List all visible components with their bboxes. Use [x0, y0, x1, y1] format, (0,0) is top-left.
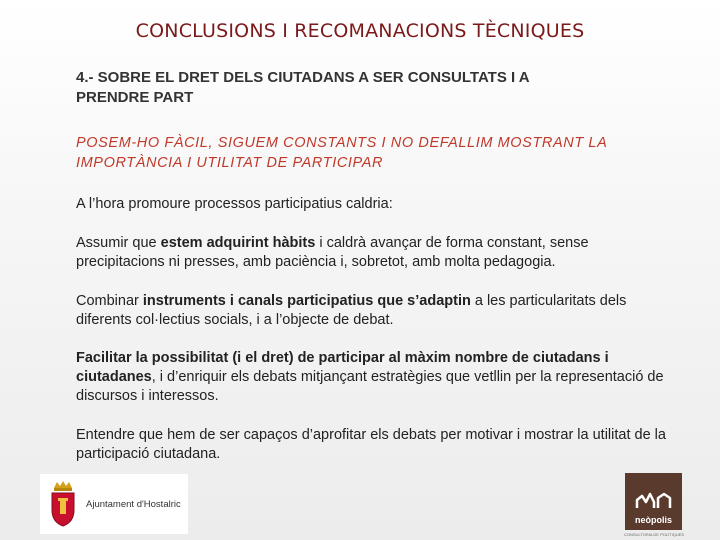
paragraph-instruments-bold: instruments i canals participatius que s’adaptin — [142, 293, 471, 309]
paragraph-facilitate — [76, 349, 676, 406]
motto — [76, 133, 676, 173]
slide-title: CONCLUSIONS I RECOMANACIONS TÈCNIQUES — [135, 20, 585, 42]
motto-line1: POSEM-HO FÀCIL, SIGUEM CONSTANTS I NO DEFALLIM MOSTRANT LA — [76, 135, 608, 151]
paragraph-habits-bold: estem adquirint hàbits — [160, 235, 316, 251]
paragraph-instruments-post: a les particularitats dels diferents col·lectius socials, i a l’objecte de debat. — [76, 293, 627, 328]
paragraph-habits — [76, 234, 676, 272]
paragraph-habits-pre: Assumir que — [76, 235, 161, 251]
municipality-name: Ajuntament d'Hostalric — [86, 498, 181, 510]
neopolis-logo — [625, 473, 682, 530]
city-skyline-icon — [634, 490, 674, 512]
motto-line2: IMPORTÀNCIA I UTILITAT DE PARTICIPAR — [76, 155, 384, 171]
brand-name: neòpolis — [634, 515, 672, 525]
section-heading-line2: PRENDRE PART — [76, 89, 194, 106]
paragraph-facilitate-bold: Facilitar la possibilitat (i el dret) de participar al màxim nombre de ciutadans i ciutadanes — [76, 350, 609, 385]
paragraph-facilitate-post: , i d’enriquir els debats mitjançant estratègies que vetllin per la representació de discursos i interessos. — [76, 369, 664, 404]
paragraph-instruments-pre: Combinar — [76, 293, 143, 309]
municipality-logo — [40, 474, 188, 534]
section-heading-line1: 4.- SOBRE EL DRET DELS CIUTADANS A SER CONSULTATS I A — [76, 69, 530, 86]
paragraph-instruments — [76, 292, 676, 330]
section-heading — [76, 68, 676, 108]
brand-tagline: CONSULTORIA DE POLÍTIQUES — [624, 532, 685, 537]
coat-of-arms-icon — [48, 480, 78, 528]
intro-paragraph: A l’hora promoure processos participatius caldria: — [76, 196, 393, 212]
paragraph-understand: Entendre que hem de ser capaços d’aprofitar els debats per motivar i mostrar la utilitat de la participació ciutadana. — [76, 427, 666, 462]
paragraph-habits-post: i caldrà avançar de forma constant, sense precipitacions ni presses, amb paciència i, sobretot, amb molta pedagogia. — [76, 235, 589, 270]
